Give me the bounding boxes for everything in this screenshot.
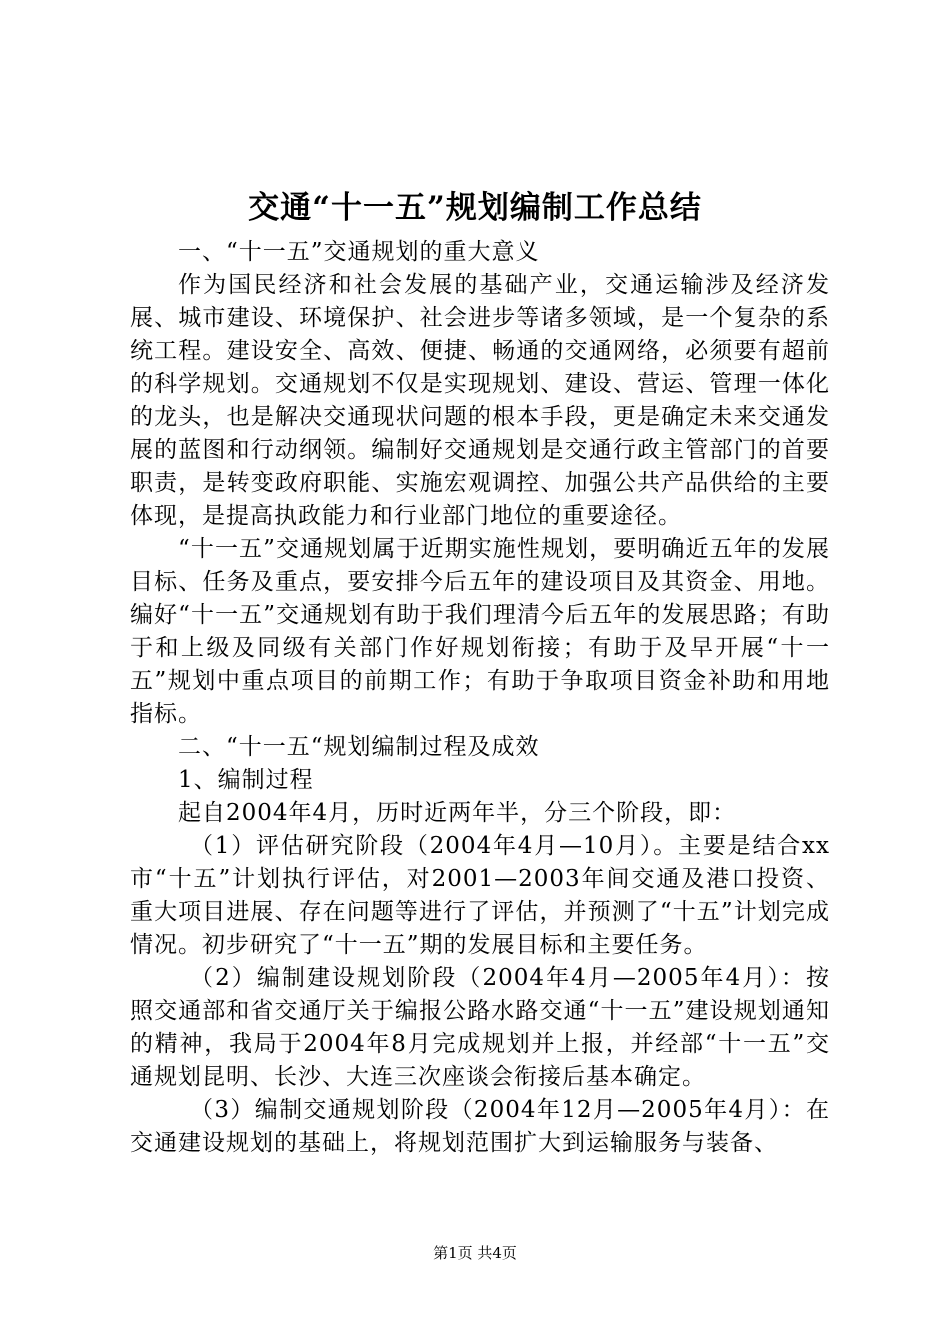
paragraph-significance-intro: 作为国民经济和社会发展的基础产业，交通运输涉及经济发展、城市建设、环境保护、社会进步等诸多领域，是一个复杂的系统工程。建设安全、高效、便捷、畅通的交通网络，必须要有超前的科学规划。交通规划不仅是实现规划、建设、营运、管理一体化的龙头，也是解决交通现状问题的根本手段，更是确定未来交通发展的蓝图和行动纲领。编制好交通规划是交通行政主管部门的首要职责，是转变政府职能、实施宏观调控、加强公共产品供给的主要体现，是提高执政能力和行业部门地位的重要途径。 [130,272,830,529]
document-title: 交通“十一五”规划编制工作总结 [248,190,702,226]
section-heading-process: 二、“十一五“规划编制过程及成效 [178,734,540,760]
paragraph-stage-3: （3）编制交通规划阶段（2004年12月—2005年4月）：在交通建设规划的基础上，将规划范围扩大到运输服务与装备、 [130,1097,830,1156]
paragraph-stage-1: （1）评估研究阶段（2004年4月—10月）。主要是结合xx市“十五”计划执行评估，对2001—2003年间交通及港口投资、重大项目进展、存在问题等进行了评估，并预测了“十五”计划完成情况。初步研究了“十一五”期的发展目标和主要任务。 [130,833,830,958]
paragraph-plan-nature: “十一五”交通规划属于近期实施性规划，要明确近五年的发展目标、任务及重点，要安排今后五年的建设项目及其资金、用地。编好“十一五”交通规划有助于我们理清今后五年的发展思路；有助于和上级及同级有关部门作好规划衔接；有助于及早开展“十一五”规划中重点项目的前期工作；有助于争取项目资金补助和用地指标。 [130,536,830,727]
paragraph-stages-intro: 起自2004年4月，历时近两年半，分三个阶段，即： [178,800,737,826]
section-heading-significance: 一、“十一五”交通规划的重大意义 [178,239,540,265]
document-body [130,236,830,1160]
subheading-compilation-process: 1、编制过程 [178,767,314,793]
page-number-footer: 第1页 共4页 [433,1244,517,1262]
paragraph-stage-2: （2）编制建设规划阶段（2004年4月—2005年4月）：按照交通部和省交通厅关于编报公路水路交通“十一五”建设规划通知的精神，我局于2004年8月完成规划并上报，并经部“十一五”交通规划昆明、长沙、大连三次座谈会衔接后基本确定。 [130,965,830,1090]
